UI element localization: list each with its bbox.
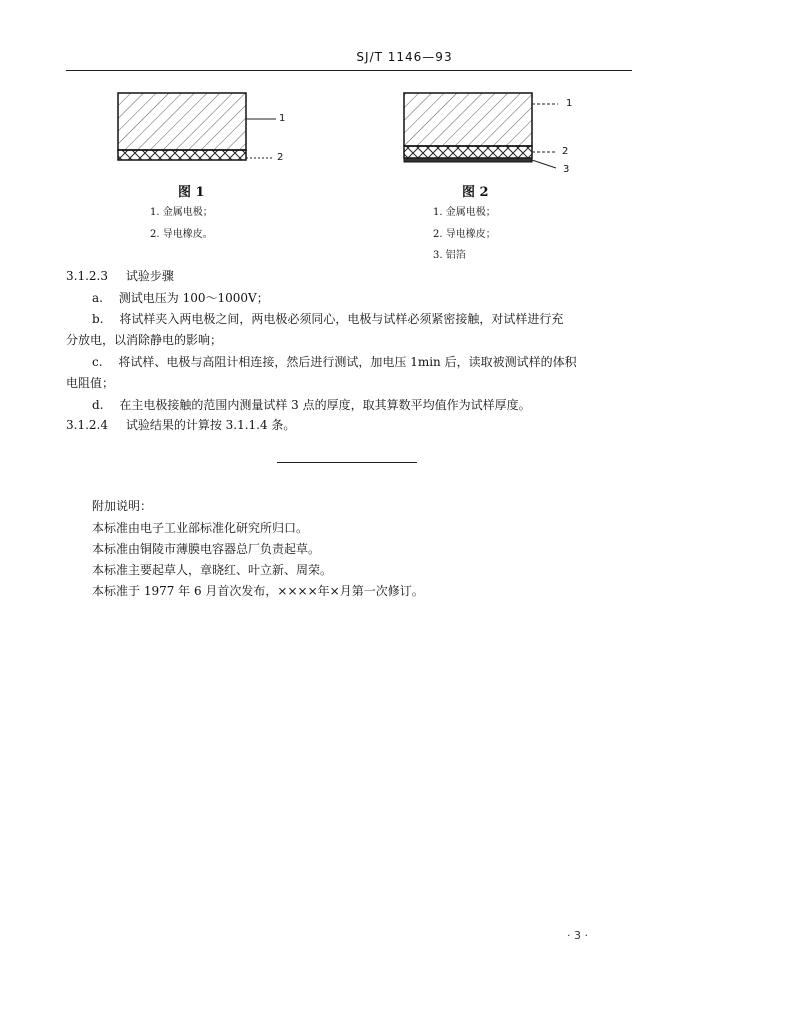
standard-code-header: SJ/T 1146—93 [356, 50, 453, 64]
fig2-legend-2: 2. 导电橡皮； [433, 229, 496, 240]
figure-2-caption: 图 2 [462, 185, 489, 200]
fig1-legend-1: 1. 金属电极； [150, 207, 213, 218]
step-c-line1 [92, 355, 637, 369]
section-3124-text: 试验结果的计算按 3.1.1.4 条。 [125, 418, 296, 432]
step-b-text-line1: 将试样夹入两电极之间，两电极必须同心，电极与试样必须紧密接触，对试样进行充 [119, 312, 564, 326]
section-3123-heading [66, 269, 174, 283]
step-c-text-line1: 将试样、电极与高阻计相连接，然后进行测试，加电压 1min 后，读取被测试样的体积 [118, 355, 577, 369]
step-c-label: c. [92, 355, 103, 369]
notes-line-1: 本标准由电子工业部标准化研究所归口。 [92, 521, 309, 535]
notes-line-4: 本标准于 1977 年 6 月首次发布，××××年×月第一次修订。 [92, 584, 424, 598]
step-a-label: a. [92, 291, 103, 305]
step-d-text: 在主电极接触的范围内测量试样 3 点的厚度，取其算数平均值作为试样厚度。 [119, 398, 531, 412]
fig2-aluminium-foil [404, 158, 532, 162]
fig1-legend-2: 2. 导电橡皮。 [150, 229, 213, 240]
step-a-text: 测试电压为 100～1000V； [118, 291, 269, 305]
fig1-metal-electrode [118, 93, 246, 150]
fig2-callout-1: 1 [566, 98, 573, 109]
fig2-legend-3: 3. 铝箔 [433, 250, 466, 261]
fig1-conductive-rubber [118, 150, 246, 160]
section-3124 [66, 418, 295, 432]
notes-line-2: 本标准由铜陵市薄膜电容器总厂负责起草。 [92, 542, 321, 556]
section-divider [277, 462, 417, 463]
figure-1-diagram [110, 88, 300, 170]
fig2-callout-2: 2 [562, 146, 569, 157]
fig1-callout-1: 1 [279, 113, 286, 124]
section-3123-title: 试验步骤 [125, 269, 174, 283]
fig2-callout-3: 3 [563, 164, 570, 175]
step-d-label: d. [92, 398, 104, 412]
step-b-line1 [92, 312, 637, 326]
notes-title: 附加说明： [92, 499, 153, 513]
fig2-legend-1: 1. 金属电极； [433, 207, 496, 218]
step-d [92, 398, 531, 412]
step-b-label: b. [92, 312, 104, 326]
step-c-text-line2: 电阻值； [66, 376, 115, 390]
figure-1-caption: 图 1 [178, 185, 205, 200]
page-number: · 3 · [567, 929, 588, 942]
notes-line-3: 本标准主要起草人，章晓红、叶立新、周荣。 [92, 563, 333, 577]
figure-2-diagram [398, 88, 578, 178]
fig1-callout-2: 2 [277, 152, 284, 163]
section-3123-number: 3.1.2.3 [66, 269, 108, 283]
header-rule [66, 70, 632, 71]
fig2-metal-electrode [404, 93, 532, 146]
step-a [92, 291, 269, 305]
fig2-conductive-rubber [404, 146, 532, 158]
step-b-text-line2: 分放电，以消除静电的影响； [66, 333, 223, 347]
section-3124-number: 3.1.2.4 [66, 418, 108, 432]
